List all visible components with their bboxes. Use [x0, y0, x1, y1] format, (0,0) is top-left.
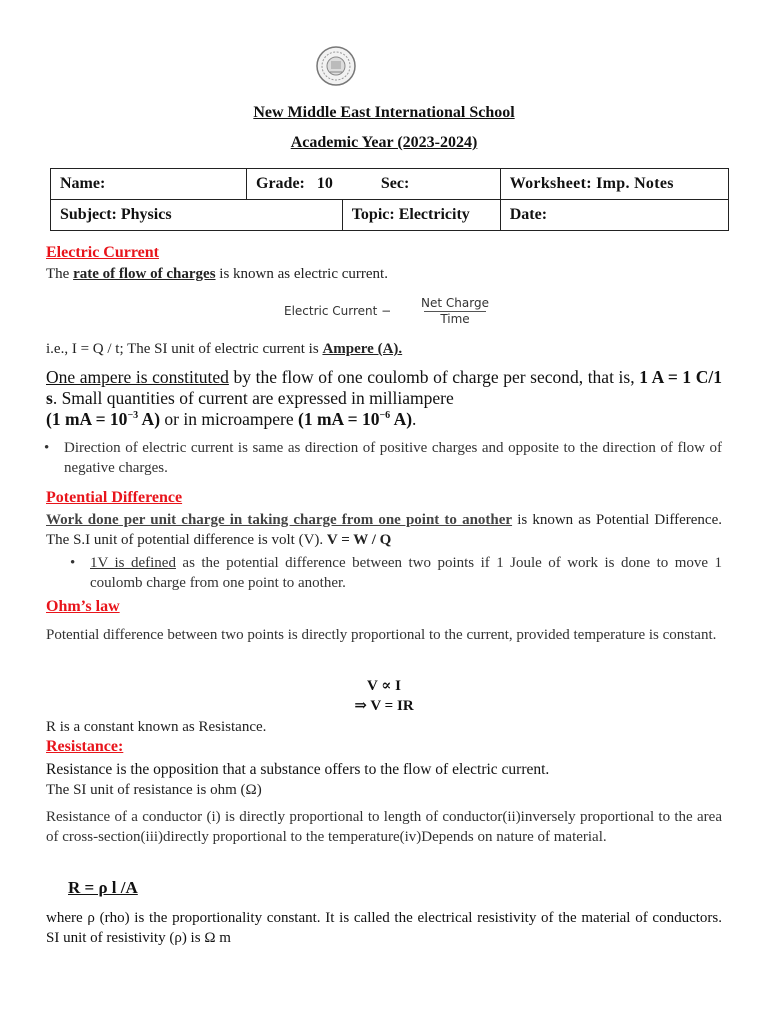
volt-text: as the potential difference between two points if 1 Joule of work is done to move 1 coulomb charge from one point to another.: [90, 555, 722, 591]
ma-eq2-a: (1 mA = 10: [298, 409, 380, 429]
ampere-text1: by the flow of one coulomb of charge per second, that is,: [228, 367, 640, 387]
student-info-table: [50, 168, 729, 231]
ampere-definition: [46, 367, 722, 430]
current-formula: [284, 296, 504, 328]
pd-eq: V = W / Q: [326, 532, 392, 548]
school-name: New Middle East International School: [253, 104, 515, 121]
school-logo: [316, 46, 356, 86]
current-def-post: is known as electric current.: [215, 266, 388, 282]
potential-difference-title: Potential Difference: [46, 489, 183, 506]
ohm-eq-proportional: V ∝ I: [367, 678, 401, 694]
current-def-term: rate of flow of charges: [73, 266, 216, 282]
current-def-pre: The: [46, 266, 74, 282]
pd-definition: [46, 510, 722, 550]
name-cell[interactable]: [51, 169, 247, 200]
ohms-law-title: Ohm’s law: [46, 598, 120, 615]
topic-cell: [342, 200, 500, 231]
ie-text: i.e., I = Q / t; The SI unit of electric current is: [46, 341, 323, 357]
sec-label: Sec:: [380, 175, 410, 192]
ma-eq1-b: A): [138, 409, 161, 429]
ma-end: .: [412, 409, 417, 429]
worksheet-label: Worksheet: Imp. Notes: [509, 175, 674, 192]
subject-cell: [51, 200, 343, 231]
grade-value: 10: [316, 175, 333, 192]
bullet-dot-icon: •: [44, 440, 50, 456]
current-direction-bullet: [46, 438, 722, 478]
resistance-si-unit: The SI unit of resistance is ohm (Ω): [46, 782, 262, 798]
si-unit-current: [46, 339, 722, 359]
name-label: Name:: [60, 175, 106, 192]
date-cell[interactable]: [500, 200, 728, 231]
formula-lhs: Electric Current −: [284, 304, 392, 318]
topic-label: Topic: Electricity: [351, 206, 470, 223]
ampere-text2: . Small quantities of current are expressed in milliampere: [52, 388, 454, 408]
formula-numerator: Net Charge: [421, 296, 489, 310]
date-label: Date:: [509, 206, 548, 223]
volt-term: 1V is defined: [90, 555, 176, 571]
bullet-dot-icon: •: [70, 555, 76, 571]
academic-year: Academic Year (2023-2024): [290, 134, 478, 151]
ma-or: or in microampere: [160, 409, 299, 429]
resistance-factors: Resistance of a conductor (i) is directly proportional to length of conductor(ii)inversely proportional to the area of cross-section(iii)directly proportional to the temperature(iv)Depends on nature of material.: [46, 809, 722, 845]
ampere-unit: Ampere (A).: [322, 341, 403, 357]
ampere-lead: One ampere is constituted: [46, 367, 229, 387]
resistivity-text: where ρ (rho) is the proportionality constant. It is called the electrical resistivity of the material of conductors. SI unit of resistivity (ρ) is Ω m: [46, 910, 722, 946]
pd-def-post: is known as Potential Difference. The S.I unit of potential difference is volt (V).: [46, 512, 722, 548]
formula-denominator: Time: [440, 312, 470, 326]
ma-exp2: −6: [379, 410, 391, 422]
grade-label: Grade:: [256, 175, 305, 192]
subject-label: Subject: Physics: [60, 206, 172, 223]
electric-current-title: Electric Current: [46, 244, 159, 261]
grade-sec-cell: [247, 169, 501, 200]
current-direction-text: Direction of electric current is same as direction of positive charges and opposite to the direction of flow of negative charges.: [64, 440, 722, 476]
ma-eq2-b: A): [390, 409, 413, 429]
ma-eq1-a: (1 mA = 10: [46, 409, 128, 429]
ohm-eq-vir: ⇒ V = IR: [354, 698, 414, 714]
worksheet-cell: [500, 169, 728, 200]
volt-definition-bullet: [72, 553, 722, 593]
ohms-law-statement: Potential difference between two points is directly proportional to the current, provided temperature is constant.: [46, 627, 717, 643]
resistance-definition: Resistance is the opposition that a substance offers to the flow of electric current.: [46, 761, 550, 778]
current-definition: [46, 264, 722, 284]
ampere-eq: 1 A = 1 C/1 s: [46, 367, 722, 408]
resistance-note: R is a constant known as Resistance.: [46, 719, 267, 735]
resistance-title: Resistance:: [46, 738, 124, 755]
resistance-formula: R = ρ l /A: [68, 878, 138, 897]
pd-def-term: Work done per unit charge in taking charge from one point to another: [46, 512, 513, 528]
ma-exp1: −3: [127, 410, 139, 422]
